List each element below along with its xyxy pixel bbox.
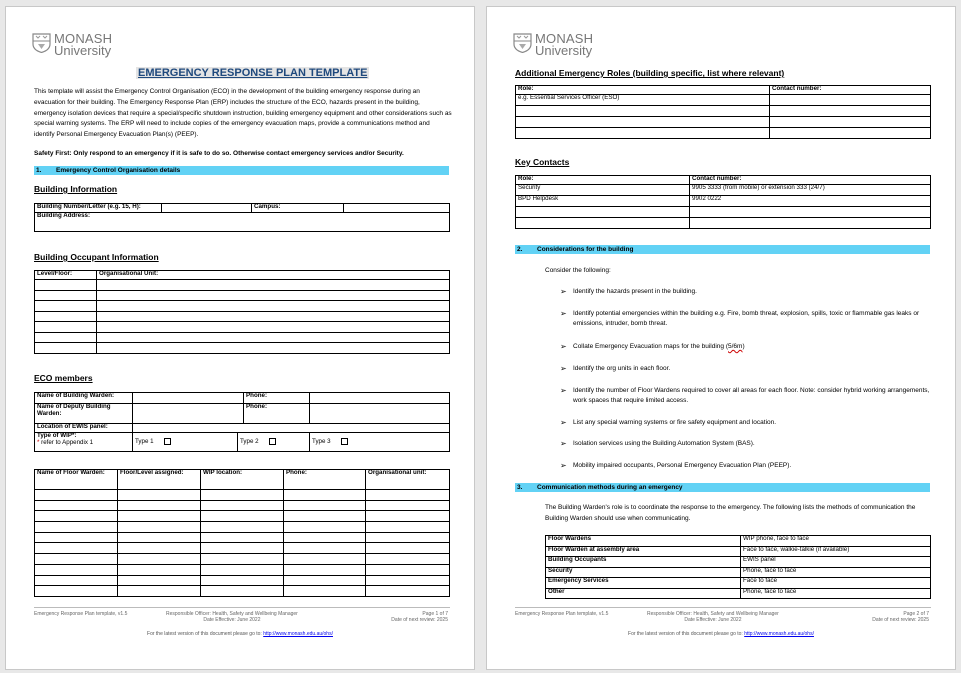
table-row[interactable] bbox=[35, 522, 450, 533]
arrow-bullet-icon: ➢ bbox=[560, 461, 567, 470]
footer-url-prefix: For the latest version of this document please go to: bbox=[628, 631, 743, 637]
wip-type-1-option[interactable] bbox=[133, 433, 238, 452]
deputy-warden-phone-field[interactable] bbox=[310, 404, 450, 424]
phone-label: Phone: bbox=[244, 404, 310, 424]
table-row[interactable] bbox=[35, 332, 450, 343]
section-number: 1. bbox=[36, 167, 42, 174]
wip-type-2-option[interactable] bbox=[238, 433, 310, 452]
footer-page-info bbox=[391, 611, 448, 623]
comm-who: Floor Wardens bbox=[546, 536, 741, 547]
table-row[interactable] bbox=[35, 343, 450, 354]
footer-page-number: Page 2 of 7 bbox=[903, 611, 929, 617]
table-row[interactable] bbox=[35, 511, 450, 522]
floor-wardens-table bbox=[34, 469, 450, 597]
section-1-header bbox=[34, 166, 449, 175]
footer-doc-version: Emergency Response Plan template, v1.5 bbox=[515, 611, 609, 617]
wip-type-3-option[interactable] bbox=[310, 433, 450, 452]
document-page-1 bbox=[5, 6, 475, 670]
contact-number-header: Contact number: bbox=[690, 176, 931, 185]
monash-crest-icon bbox=[32, 33, 51, 53]
eco-members-heading: ECO members bbox=[34, 373, 93, 383]
type-1-label: Type 1 bbox=[135, 438, 154, 446]
contact-number: 9902 0222 bbox=[690, 196, 931, 207]
bullet-text-start: Collate Emergency Evacuation maps for the building ( bbox=[573, 343, 728, 350]
deputy-warden-label: Name of Deputy Building Warden: bbox=[35, 404, 133, 424]
floor-level-header: Floor/Level assigned: bbox=[118, 470, 201, 490]
appendix-star: * bbox=[37, 438, 40, 446]
table-row bbox=[546, 546, 931, 557]
table-row[interactable] bbox=[35, 290, 450, 301]
footer-next-review: Date of next review: 2025 bbox=[872, 617, 929, 624]
monash-logo bbox=[32, 33, 132, 59]
table-row bbox=[546, 567, 931, 578]
eco-members-table bbox=[34, 392, 450, 452]
comm-how: Face to face, walkie-talkie (if available) bbox=[741, 546, 931, 557]
communication-paragraph: The Building Warden's role is to coordinate the response to the emergency. The following lists the methods of communication the Building Warden should use when communicating. bbox=[545, 504, 916, 522]
table-row[interactable] bbox=[516, 117, 931, 128]
logo-monash-text: MONASH bbox=[535, 31, 594, 46]
footer-divider bbox=[515, 607, 931, 608]
wip-location-header: WIP location: bbox=[201, 470, 284, 490]
footer-latest-version bbox=[6, 631, 474, 637]
org-unit-header: Organisational unit: bbox=[366, 470, 450, 490]
footer-url-link[interactable]: http://www.monash.edu.au/ohs/ bbox=[263, 631, 333, 637]
list-item-text: List any special warning systems or fire safety equipment and location. bbox=[573, 419, 777, 426]
appendix-note: refer to Appendix 1 bbox=[39, 438, 94, 446]
table-row[interactable] bbox=[35, 586, 450, 597]
communication-methods-table bbox=[545, 535, 931, 599]
comm-how: Phone, face to face bbox=[741, 588, 931, 599]
comm-who: Emergency Services bbox=[546, 578, 741, 589]
key-contacts-table bbox=[515, 175, 931, 229]
comm-who: Floor Warden at assembly area bbox=[546, 546, 741, 557]
bullet-text-word: 5/6m bbox=[728, 343, 743, 350]
table-row bbox=[516, 196, 931, 207]
list-item-text bbox=[573, 342, 932, 352]
building-information-table bbox=[34, 203, 450, 232]
arrow-bullet-icon: ➢ bbox=[560, 386, 567, 395]
safety-first-note: Safety First: Only respond to an emergency if it is safe to do so. Otherwise contact emergency services and/or Security. bbox=[34, 150, 404, 157]
campus-label: Campus: bbox=[252, 204, 344, 213]
page-title: EMERGENCY RESPONSE PLAN TEMPLATE bbox=[138, 67, 368, 79]
building-occupant-heading: Building Occupant Information bbox=[34, 252, 159, 262]
footer-latest-version bbox=[487, 631, 955, 637]
table-row[interactable] bbox=[35, 575, 450, 586]
footer-doc-version: Emergency Response Plan template, v1.5 bbox=[34, 611, 128, 617]
contact-number: 9905 3333 (from mobile) or extension 333 (24/7) bbox=[690, 185, 931, 196]
role-header: Role: bbox=[516, 86, 770, 95]
table-row[interactable] bbox=[35, 554, 450, 565]
footer-responsible-officer: Responsible Officer: Health, Safety and Wellbeing Manager bbox=[647, 611, 779, 617]
contact-role: BPD Helpdesk bbox=[516, 196, 690, 207]
contact-number-header: Contact number: bbox=[770, 86, 931, 95]
footer-officer bbox=[166, 611, 298, 623]
floor-warden-name-header: Name of Floor Warden: bbox=[35, 470, 118, 490]
intro-paragraph: This template will assist the Emergency Control Organisation (ECO) in the development of the building emergency response during an evacuation for their building. The Emergency Response Plan (ERP) includes the structure of the ECO, hazards present in the building, emergency isolation devices that require a special/specific shutdown instruction, building emergency equipment and other considerations such as special warning systems. The ERP will need to include copies of the emergency evacuation maps, provide a communications method and identify Personal Emergency Evacuation Plan(s) (PEEP). bbox=[34, 88, 452, 139]
table-row[interactable] bbox=[516, 207, 931, 218]
section-number: 2. bbox=[517, 246, 523, 253]
table-row[interactable] bbox=[35, 532, 450, 543]
additional-roles-table bbox=[515, 85, 931, 139]
arrow-bullet-icon: ➢ bbox=[560, 364, 567, 373]
comm-how: Face to face bbox=[741, 578, 931, 589]
org-unit-header: Organisational Unit: bbox=[97, 271, 450, 280]
section-number: 3. bbox=[517, 484, 523, 491]
phone-label: Phone: bbox=[244, 393, 310, 404]
table-row[interactable] bbox=[35, 564, 450, 575]
footer-divider bbox=[34, 607, 450, 608]
level-floor-header: Level/Floor: bbox=[35, 271, 97, 280]
building-number-label: Building Number/Letter (e.g. 15, H): bbox=[35, 204, 162, 213]
comm-how: Phone, face to face bbox=[741, 567, 931, 578]
bullet-text-end: ) bbox=[742, 343, 745, 350]
ewis-location-label: Location of EWIS panel: bbox=[35, 424, 133, 433]
table-row[interactable] bbox=[516, 95, 931, 106]
phone-header: Phone: bbox=[284, 470, 366, 490]
footer-url-link[interactable]: http://www.monash.edu.au/ohs/ bbox=[744, 631, 814, 637]
table-row[interactable] bbox=[35, 490, 450, 501]
list-item-text: Identify the org units in each floor. bbox=[573, 365, 671, 372]
table-row[interactable] bbox=[35, 301, 450, 312]
comm-who: Building Occupants bbox=[546, 557, 741, 568]
table-row bbox=[546, 536, 931, 547]
wip-type-label: Type of WIP*: bbox=[37, 432, 77, 439]
footer-responsible-officer: Responsible Officer: Health, Safety and Wellbeing Manager bbox=[166, 611, 298, 617]
section-3-header bbox=[515, 483, 930, 492]
building-address-field[interactable]: Building Address: bbox=[35, 213, 450, 232]
footer-officer bbox=[647, 611, 779, 623]
key-contacts-heading: Key Contacts bbox=[515, 157, 570, 167]
section-title: Emergency Control Organisation details bbox=[56, 167, 181, 174]
table-row[interactable] bbox=[35, 543, 450, 554]
list-item-text: Identify the hazards present in the building. bbox=[573, 288, 697, 295]
building-information-heading: Building Information bbox=[34, 184, 118, 194]
table-row bbox=[546, 588, 931, 599]
type-2-label: Type 2 bbox=[240, 438, 259, 446]
ewis-location-field[interactable] bbox=[133, 424, 450, 433]
table-row bbox=[546, 578, 931, 589]
campus-field[interactable] bbox=[344, 204, 450, 213]
comm-how: WIP phone, face to face bbox=[741, 536, 931, 547]
comm-who: Security bbox=[546, 567, 741, 578]
list-item-text: Isolation services using the Building Automation System (BAS). bbox=[573, 440, 755, 447]
arrow-bullet-icon: ➢ bbox=[560, 439, 567, 448]
building-occupant-table bbox=[34, 270, 450, 354]
arrow-bullet-icon: ➢ bbox=[560, 342, 567, 351]
footer-next-review: Date of next review: 2025 bbox=[391, 617, 448, 624]
footer-date-effective: Date Effective: June 2022 bbox=[203, 617, 261, 624]
building-warden-field[interactable] bbox=[133, 393, 244, 404]
section-title: Considerations for the building bbox=[537, 246, 634, 253]
table-row[interactable] bbox=[516, 106, 931, 117]
footer-page-info bbox=[872, 611, 929, 623]
section-title: Communication methods during an emergency bbox=[537, 484, 683, 491]
additional-roles-heading: Additional Emergency Roles (building specific, list where relevant) bbox=[515, 68, 785, 78]
logo-university-text: University bbox=[535, 43, 593, 58]
section-2-header bbox=[515, 245, 930, 254]
type-2-checkbox[interactable] bbox=[269, 438, 276, 445]
wip-type-cell bbox=[35, 433, 133, 452]
deputy-warden-field[interactable] bbox=[133, 404, 244, 424]
table-row[interactable] bbox=[35, 311, 450, 322]
list-item-text: Identify potential emergencies within the building e.g. Fire, bomb threat, explosion, spills, toxic or flammable gas leaks or emissions, intruder, bomb threat. bbox=[573, 310, 920, 328]
table-row bbox=[516, 185, 931, 196]
table-row[interactable] bbox=[516, 128, 931, 139]
list-item-text: Mobility impaired occupants, Personal Emergency Evacuation Plan (PEEP). bbox=[573, 462, 792, 469]
footer-page-number: Page 1 of 7 bbox=[422, 611, 448, 617]
type-3-label: Type 3 bbox=[312, 438, 331, 446]
table-row[interactable] bbox=[35, 500, 450, 511]
contact-role: Security bbox=[516, 185, 690, 196]
footer-url-prefix: For the latest version of this document please go to: bbox=[147, 631, 262, 637]
role-header: Role: bbox=[516, 176, 690, 185]
list-item-text: Identify the number of Floor Wardens required to cover all areas for each floor. Note: consider hybrid working arrangements, work spaces that require limited access. bbox=[573, 387, 930, 405]
logo-university-text: University bbox=[54, 43, 112, 58]
table-row[interactable] bbox=[35, 280, 450, 291]
building-warden-label: Name of Building Warden: bbox=[35, 393, 133, 404]
type-1-checkbox[interactable] bbox=[164, 438, 171, 445]
comm-how: EWIS panel bbox=[741, 557, 931, 568]
document-page-2 bbox=[486, 6, 956, 670]
monash-crest-icon bbox=[513, 33, 532, 53]
consider-intro: Consider the following: bbox=[545, 267, 611, 274]
comm-who: Other bbox=[546, 588, 741, 599]
building-number-field[interactable] bbox=[162, 204, 252, 213]
type-3-checkbox[interactable] bbox=[341, 438, 348, 445]
footer-date-effective: Date Effective: June 2022 bbox=[684, 617, 742, 624]
arrow-bullet-icon: ➢ bbox=[560, 287, 567, 296]
arrow-bullet-icon: ➢ bbox=[560, 418, 567, 427]
table-row[interactable] bbox=[516, 218, 931, 229]
arrow-bullet-icon: ➢ bbox=[560, 309, 567, 318]
role-example-cell: e.g. Essential Services Officer (ESO) bbox=[516, 95, 770, 106]
table-row bbox=[546, 557, 931, 568]
building-warden-phone-field[interactable] bbox=[310, 393, 450, 404]
table-row[interactable] bbox=[35, 322, 450, 333]
monash-logo bbox=[513, 33, 613, 59]
logo-monash-text: MONASH bbox=[54, 31, 113, 46]
